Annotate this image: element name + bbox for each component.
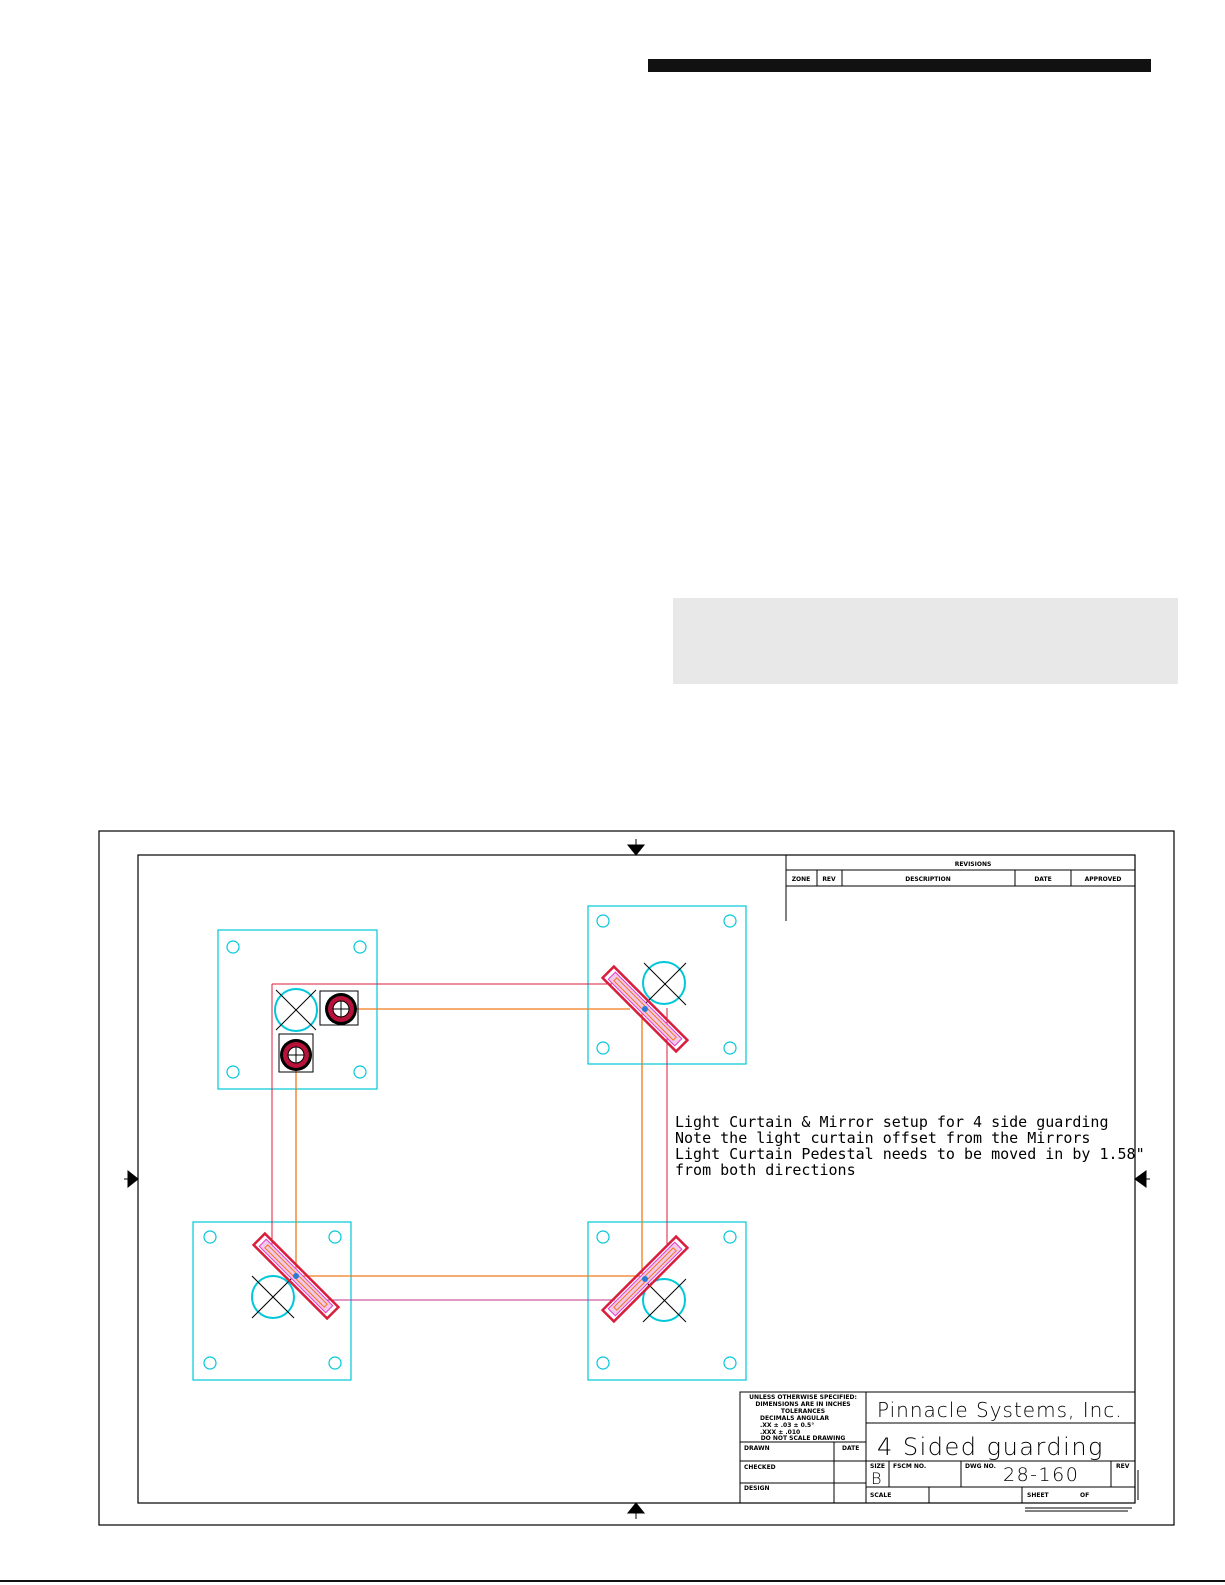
pedestal-circles (252, 962, 686, 1322)
base-plates (193, 906, 746, 1380)
tolerance-line-1: UNLESS OTHERWISE SPECIFIED: (749, 1394, 857, 1401)
drawing-title: 4 Sided guarding (877, 1433, 1104, 1461)
annotation-note (675, 1113, 1145, 1179)
note-line-2: Note the light curtain offset from the Mirrors (675, 1129, 1091, 1147)
revisions-block (786, 855, 1135, 921)
note-line-3: Light Curtain Pedestal needs to be moved in by 1.58" (675, 1145, 1145, 1163)
tolerance-line-2: DIMENSIONS ARE IN INCHES (755, 1401, 851, 1408)
tolerance-notes (749, 1394, 857, 1442)
note-line-1: Light Curtain & Mirror setup for 4 side guarding (675, 1113, 1109, 1131)
perimeter-lines (272, 984, 667, 1300)
size-value: B (871, 1469, 882, 1488)
revisions-title: REVISIONS (954, 861, 992, 868)
tolerance-line-3: TOLERANCES (780, 1408, 826, 1415)
sheet-label: SHEET (1027, 1492, 1049, 1499)
light-curtain-emitter-vertical (279, 1034, 313, 1072)
drawn-label: DRAWN (744, 1445, 770, 1452)
note-line-4: from both directions (675, 1161, 856, 1179)
rev-col-description: DESCRIPTION (905, 876, 951, 883)
rev-label: REV (1116, 1463, 1130, 1470)
pedestal-top-left (275, 989, 317, 1031)
rev-col-zone: ZONE (791, 876, 811, 883)
design-label: DESIGN (744, 1485, 770, 1492)
checked-label: CHECKED (744, 1464, 776, 1471)
dwg-no-label: DWG NO. (965, 1463, 996, 1470)
tolerance-line-5: .XX ± .03 ± 0.5° (760, 1422, 815, 1429)
tolerance-line-4: DECIMALS ANGULAR (760, 1415, 830, 1422)
light-curtain-emitter-horizontal (320, 991, 358, 1025)
rev-col-date: DATE (1034, 876, 1052, 883)
tolerance-line-7: DO NOT SCALE DRAWING (760, 1435, 846, 1442)
rev-col-approved: APPROVED (1084, 876, 1122, 883)
company-name: Pinnacle Systems, Inc. (877, 1398, 1123, 1422)
fscm-label: FSCM NO. (893, 1463, 927, 1470)
tolerance-line-6: .XXX ± .010 (760, 1429, 801, 1436)
size-label: SIZE (870, 1463, 886, 1470)
scale-label: SCALE (870, 1492, 892, 1499)
rev-col-rev: REV (822, 876, 836, 883)
date-label: DATE (842, 1445, 860, 1452)
pedestal-top-right (643, 962, 686, 1005)
dwg-no-value: 28-160 (1003, 1464, 1080, 1486)
pedestal-bottom-left (252, 1276, 294, 1318)
of-label: OF (1080, 1492, 1090, 1499)
light-curtain-beams (296, 1009, 642, 1276)
